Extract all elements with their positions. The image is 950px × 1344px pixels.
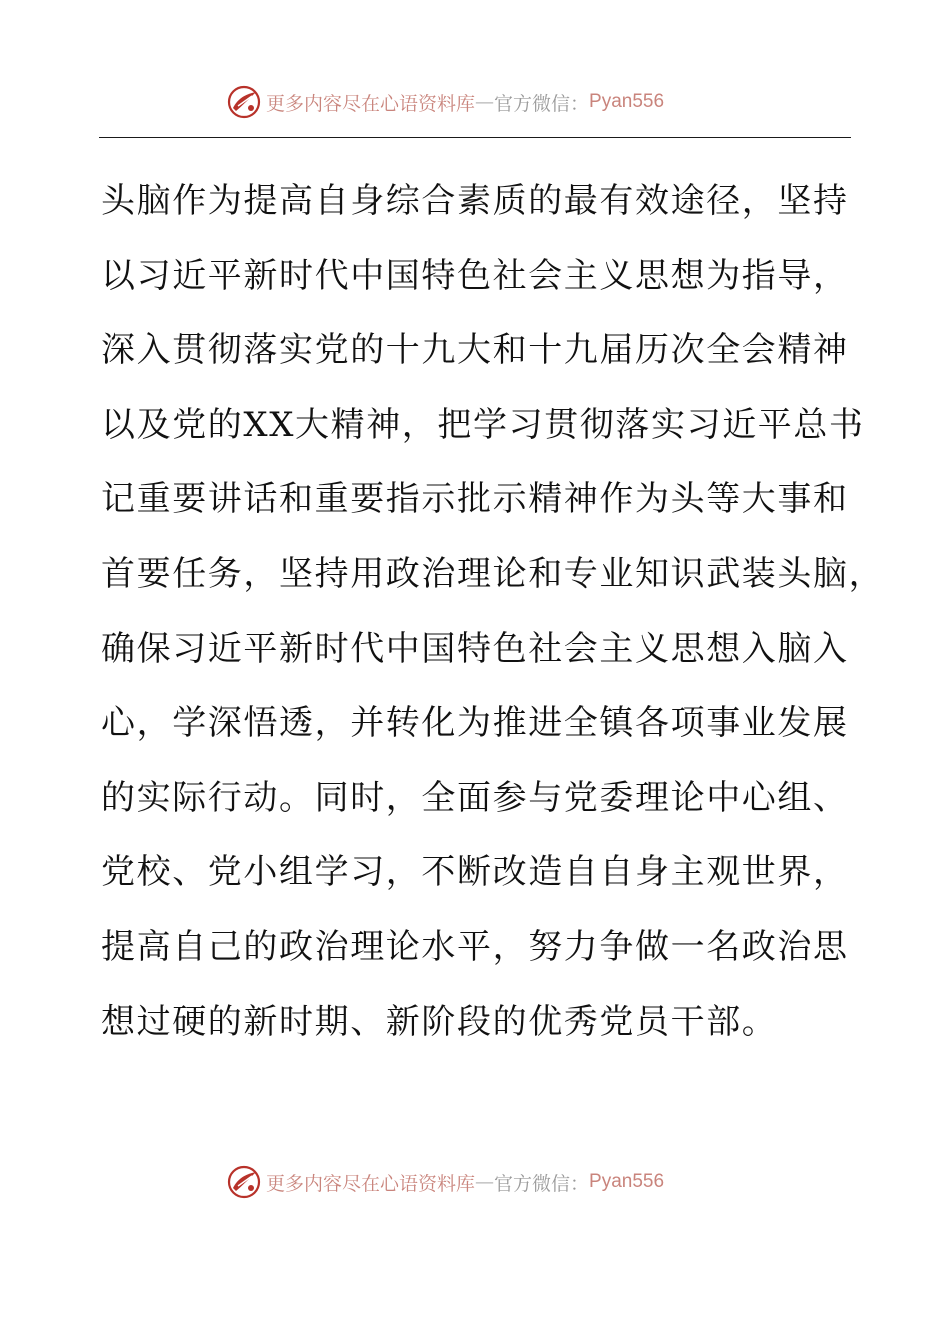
page-header [226, 84, 664, 120]
text-line: 深入贯彻落实党的十九大和十九届历次全会精神 [101, 330, 849, 371]
header-banner-text: 更多内容尽在心语资料库 [266, 92, 476, 115]
text-line: 的实际行动。同时，全面参与党委理论中心组、 [101, 777, 849, 818]
header-banner-dash: — [475, 91, 495, 113]
text-line: 提高自己的政治理论水平，努力争做一名政治思 [101, 926, 849, 967]
header-divider [99, 137, 851, 138]
footer-wechat-label: 官方微信： [494, 1172, 590, 1195]
text-line: 想过硬的新时期、新阶段的优秀党员干部。 [101, 1001, 778, 1042]
text-line: 心，学深悟透，并转化为推进全镇各项事业发展 [101, 703, 849, 744]
text-line: 以习近平新时代中国特色社会主义思想为指导， [101, 255, 849, 296]
document-body [101, 164, 885, 1059]
page-footer [226, 1164, 664, 1200]
logo-icon [226, 1164, 262, 1200]
text-line: 记重要讲话和重要指示批示精神作为头等大事和 [101, 479, 849, 520]
header-wechat-id: Pyan556 [589, 91, 665, 112]
header-wechat-label: 官方微信： [494, 92, 590, 115]
text-line: 头脑作为提高自身综合素质的最有效途径，坚持 [101, 181, 849, 221]
text-line: 党校、党小组学习，不断改造自自身主观世界， [101, 852, 849, 893]
text-line: 首要任务，坚持用政治理论和专业知识武装头脑， [101, 553, 885, 594]
text-line: 以及党的XX大精神，把学习贯彻落实习近平总书 [101, 404, 865, 445]
footer-banner-dash: — [475, 1171, 495, 1193]
footer-wechat-id: Pyan556 [589, 1171, 665, 1192]
footer-banner-text: 更多内容尽在心语资料库 [266, 1172, 476, 1195]
text-line: 确保习近平新时代中国特色社会主义思想入脑入 [101, 628, 849, 669]
logo-icon [226, 84, 262, 120]
